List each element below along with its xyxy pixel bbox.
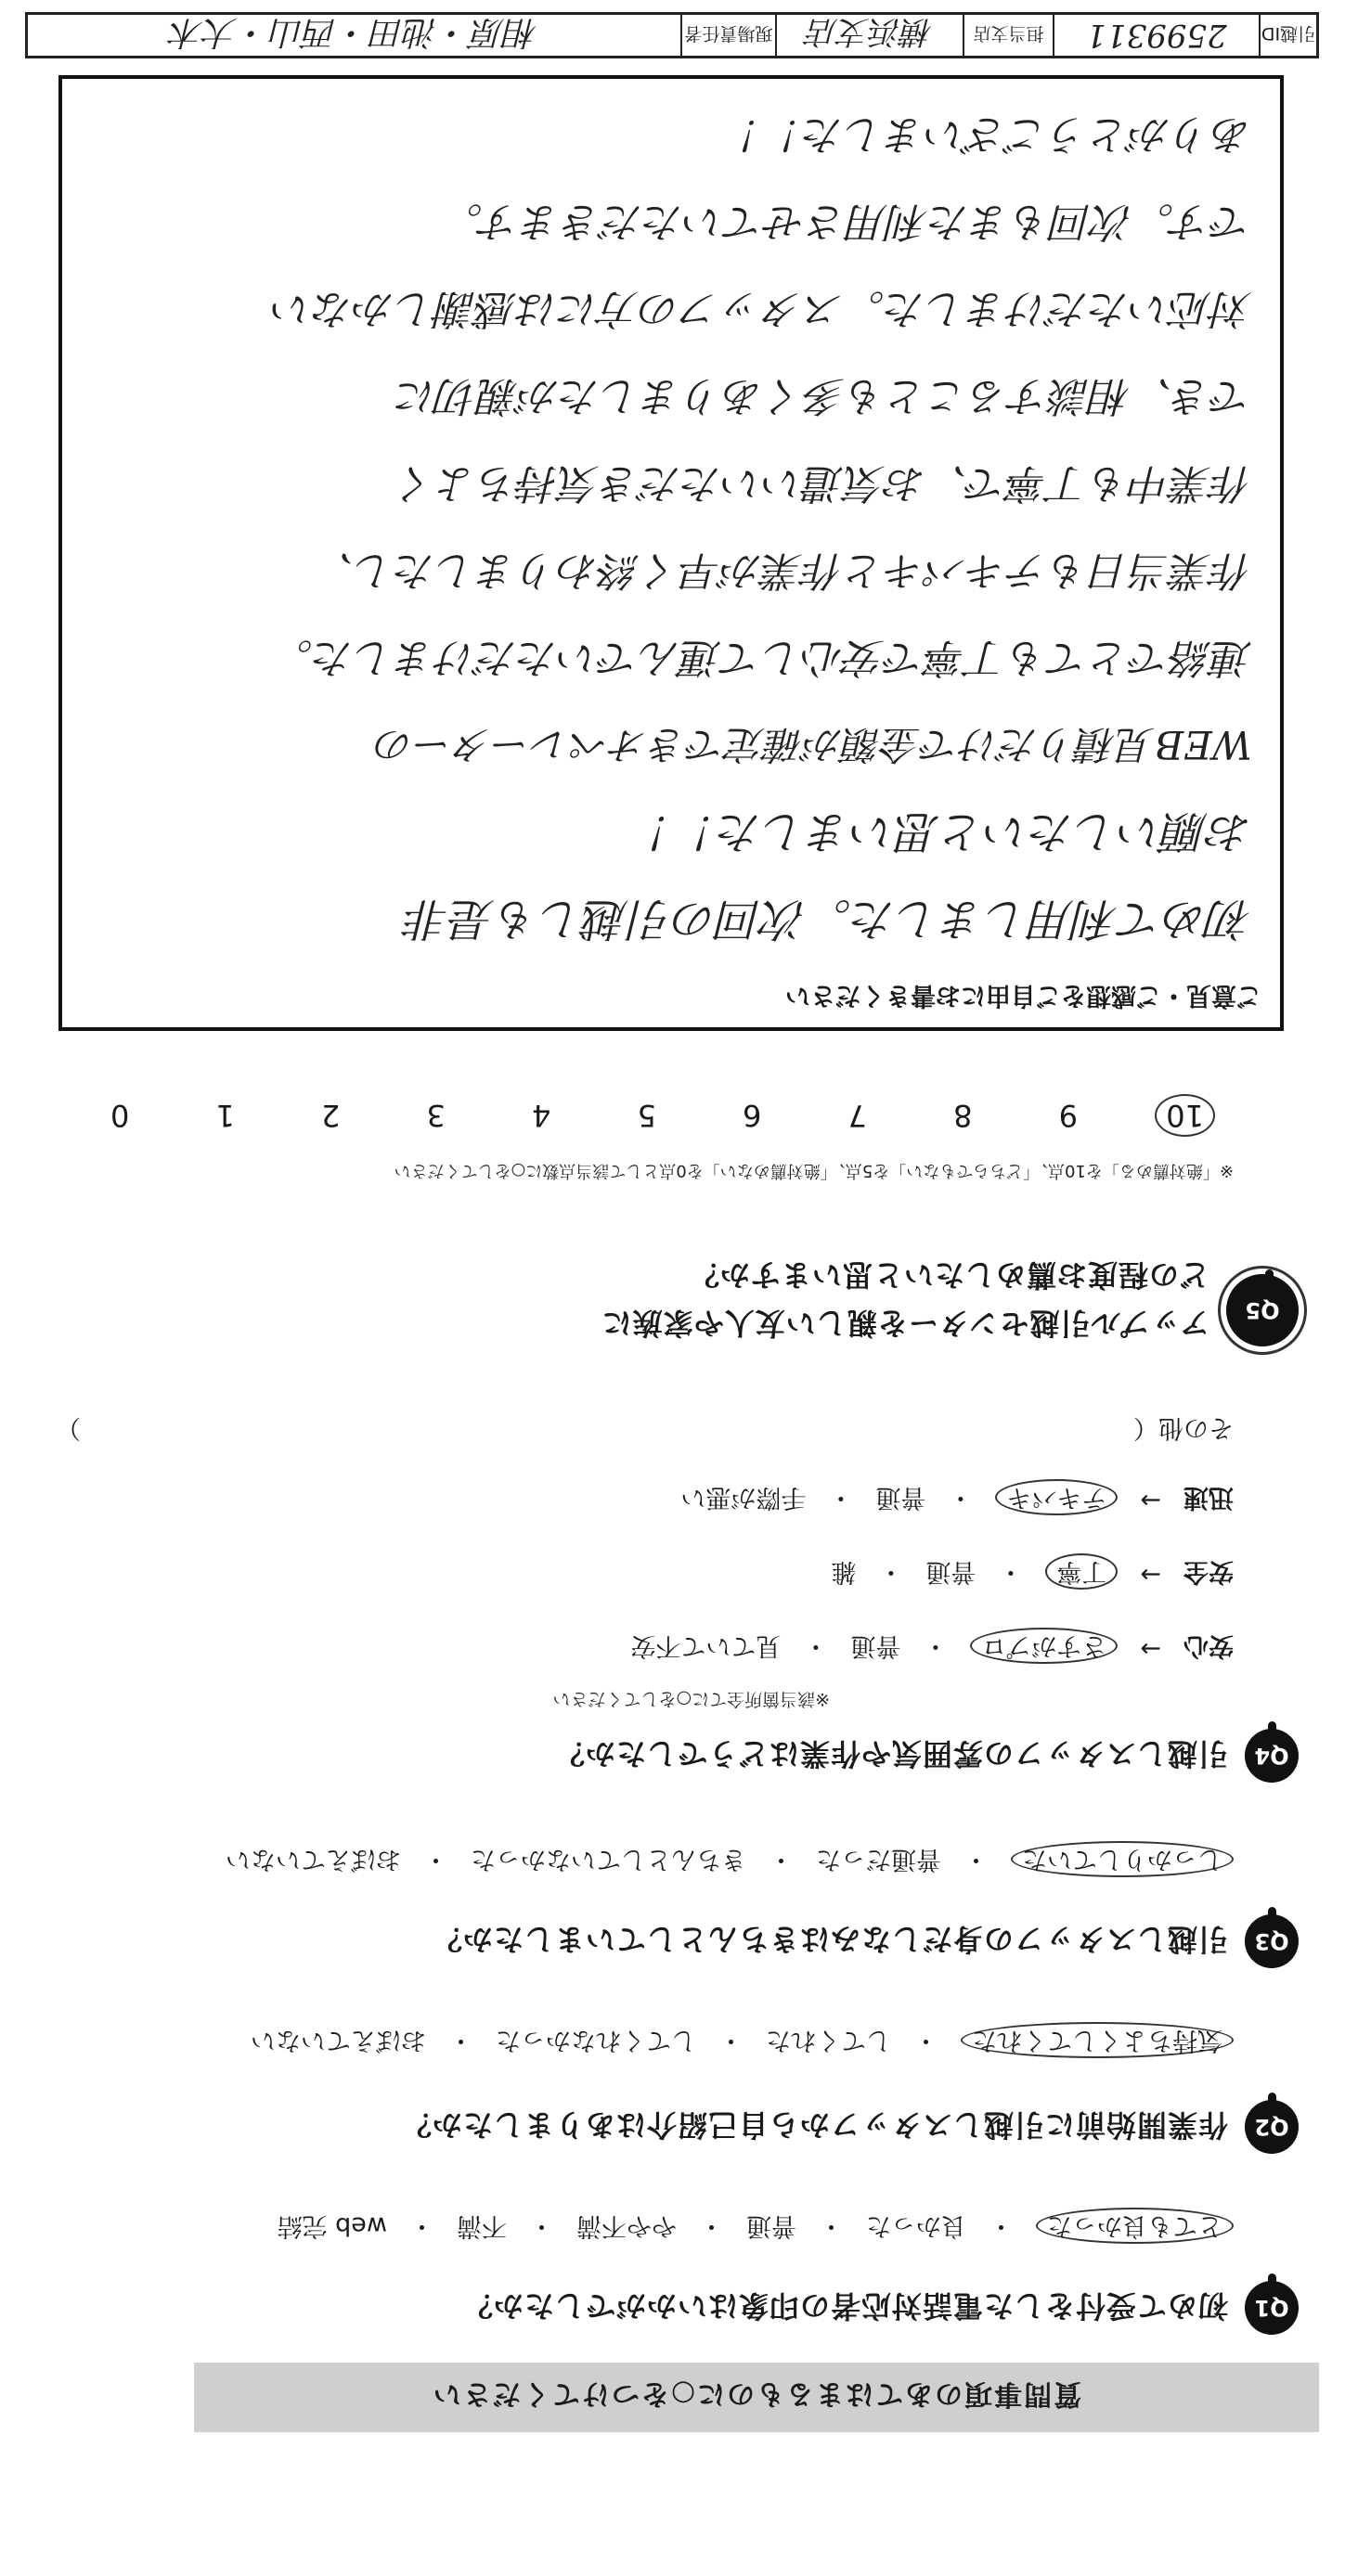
scale-0[interactable]: 0 <box>110 1098 130 1133</box>
comment-line: 作業当日もテキパキと作業が早く終わりましたし、 <box>313 547 1252 594</box>
comment-line: です。次回もまた利用させていただきます。 <box>442 198 1252 245</box>
q4-anshin-option-2[interactable]: 見ていて不安 <box>630 1631 782 1660</box>
scale-8[interactable]: 8 <box>953 1098 973 1133</box>
footer-branch-label: 担当支店 <box>963 15 1053 56</box>
q4-jinsoku-option-2[interactable]: 手際が悪い <box>680 1483 807 1512</box>
q2-option-2[interactable]: してくれなかった <box>496 2026 696 2054</box>
q2-option-1[interactable]: してくれた <box>766 2026 891 2054</box>
q5-question-line2: どの程度お薦めしたいと思いますか？ <box>688 1257 1209 1293</box>
q3-row <box>195 1914 1299 1968</box>
scale-7[interactable]: 7 <box>847 1098 867 1133</box>
scale-6[interactable]: 6 <box>743 1098 762 1133</box>
scale-1[interactable]: 1 <box>215 1098 235 1133</box>
footer-id-label: 引越ID <box>1259 15 1316 56</box>
q1-option-2[interactable]: 普通 <box>746 2211 796 2240</box>
q3-option-3[interactable]: おぼえていない <box>226 1845 401 1874</box>
q2-option-label: 気持ちよくしてくれた <box>961 2022 1234 2058</box>
scale-10[interactable] <box>1155 1098 1215 1133</box>
q2-option-0[interactable] <box>961 2025 1234 2061</box>
q3-question: 引越しスタッフの身だしなみはきちんとしていましたか？ <box>431 1922 1228 1957</box>
comment-heading: ご意見・ご感想をご自由にお書きください <box>785 981 1261 1010</box>
q4-row-anzen: 安全 → 丁寧 ・ 普通 ・ 雑 <box>195 1556 1234 1592</box>
q4-row-label: 迅速 <box>1183 1483 1234 1512</box>
comment-line: 作業中も丁寧で、お気遣いいただき気持ちよく <box>394 459 1252 507</box>
q4-note: ※該当箇所全てに○をしてください <box>552 1689 830 1709</box>
q4-other-label: その他（ <box>1133 1413 1234 1442</box>
q4-badge-label: Q4 <box>1254 1743 1289 1769</box>
q4-anzen-option-2[interactable]: 雑 <box>831 1557 857 1586</box>
q4-other <box>56 1412 1234 1449</box>
q5-scale <box>101 1098 1215 1133</box>
q5-badge[interactable] <box>1226 1274 1299 1346</box>
q5-note: ※「絶対薦める」を10点、「どちらでもない」を5点、「絶対薦めない」を0点として該当点数に○をしてください <box>394 1161 1234 1180</box>
instruction-bar <box>194 2363 1319 2432</box>
q1-question: 初めて受付をした電話対応者の印象はいかがでしたか？ <box>461 2288 1228 2324</box>
q4-row <box>195 1729 1299 1783</box>
q4-jinsoku-option-1[interactable]: 普通 <box>875 1483 926 1512</box>
q3-option-1[interactable]: 普通だった <box>816 1845 941 1874</box>
q4-row-label: 安心 <box>1183 1631 1234 1660</box>
comment-line: ありがとうございました！！ <box>721 110 1252 158</box>
q4-option-label: 丁寧 <box>1045 1553 1118 1590</box>
scale-9[interactable]: 9 <box>1058 1098 1078 1133</box>
footer-branch-value[interactable]: 横浜支店 <box>775 15 963 56</box>
q1-badge <box>1245 2281 1299 2335</box>
q4-anzen-option-0[interactable] <box>1045 1556 1118 1592</box>
q2-badge <box>1245 2100 1299 2154</box>
arrow-right-icon: → <box>1140 1560 1161 1589</box>
q2-question: 作業開始前に引越しスタッフから自己紹介はありましたか？ <box>400 2107 1228 2143</box>
q4-row-label: 安全 <box>1183 1557 1234 1586</box>
q1-option-3[interactable]: やや不満 <box>576 2211 677 2240</box>
q4-anshin-option-1[interactable]: 普通 <box>850 1631 901 1660</box>
q3-option-2[interactable]: きちんとしていなかった <box>471 1845 746 1874</box>
q3-option-0[interactable] <box>1011 1844 1234 1880</box>
comment-line: お願いしたいと思いました！！ <box>627 805 1252 857</box>
q1-row <box>195 2281 1299 2335</box>
q1-option-5[interactable]: web 完結 <box>277 2211 387 2240</box>
q4-other-close: ） <box>56 1413 81 1442</box>
arrow-right-icon: → <box>1140 1486 1161 1514</box>
q4-question: 引越しスタッフの雰囲気や作業はどうでしたか？ <box>553 1736 1228 1771</box>
q3-option-label: しっかりしていた <box>1011 1841 1234 1877</box>
q4-anshin-option-0[interactable] <box>970 1630 1118 1667</box>
scale-4[interactable]: 4 <box>532 1098 551 1133</box>
q2-options: 気持ちよくしてくれた ・ してくれた ・ してくれなかった ・ おぼえていない <box>195 2025 1234 2061</box>
comment-box[interactable] <box>58 75 1284 1031</box>
scale-3[interactable]: 3 <box>426 1098 446 1133</box>
q4-badge <box>1245 1729 1299 1783</box>
q5-question-line1: アップル引越センターを親しい友人や家族に <box>601 1306 1209 1341</box>
scale-label: 10 <box>1155 1094 1215 1137</box>
arrow-right-icon: → <box>1140 1634 1161 1663</box>
comment-text <box>90 90 1252 962</box>
q1-badge-label: Q1 <box>1254 2295 1289 2321</box>
q4-anzen-option-1[interactable]: 普通 <box>925 1557 976 1586</box>
q4-option-label: テキパキ <box>995 1479 1118 1515</box>
comment-line: WEB見積りだけで金額が確定できオペレーターの <box>375 722 1252 767</box>
footer-id-value[interactable]: 2599311 <box>1053 15 1259 56</box>
q4-row-anshin: 安心 → さすがプロ ・ 普通 ・ 見ていて不安 <box>195 1630 1234 1667</box>
q2-row <box>195 2100 1299 2154</box>
q5-row <box>195 1256 1299 1346</box>
q3-badge <box>1245 1914 1299 1968</box>
comment-line: 連絡でとても丁寧で安心して運んでいただけました。 <box>272 634 1252 681</box>
q1-option-0[interactable] <box>1036 2210 1234 2247</box>
q1-options: とても良かった ・ 良かった ・ 普通 ・ やや不満 ・ 不満 ・ web 完結 <box>195 2210 1234 2247</box>
scale-2[interactable]: 2 <box>320 1098 341 1133</box>
q3-badge-label: Q3 <box>1254 1928 1289 1954</box>
q4-jinsoku-option-0[interactable] <box>995 1482 1118 1518</box>
q1-option-label: とても良かった <box>1036 2208 1234 2244</box>
instruction-text: 質問事項のあてはまるものに○をつけてください <box>431 2377 1082 2411</box>
q4-option-label: さすがプロ <box>970 1628 1118 1664</box>
footer-leader-label: 現場責任者 <box>680 15 775 56</box>
q3-options: しっかりしていた ・ 普通だった ・ きちんとしていなかった ・ おぼえていない <box>195 1844 1234 1880</box>
comment-line: 対応いただけました。スタッフの方には感謝しかない <box>272 285 1252 332</box>
comment-line: 初めて利用しました。次回の引越しも是非 <box>405 893 1252 945</box>
q2-badge-label: Q2 <box>1254 2114 1289 2140</box>
scale-5[interactable]: 5 <box>637 1098 656 1133</box>
q1-option-4[interactable]: 不満 <box>457 2211 507 2240</box>
q1-option-1[interactable]: 良かった <box>866 2211 966 2240</box>
q4-row-jinsoku: 迅速 → テキパキ ・ 普通 ・ 手際が悪い <box>195 1482 1234 1518</box>
q2-option-3[interactable]: おぼえていない <box>251 2026 426 2054</box>
comment-line: でき、相談することも多くありましたが親切に <box>395 372 1252 419</box>
q5-badge-label: Q5 <box>1245 1297 1280 1323</box>
footer-table <box>25 12 1319 58</box>
footer-staff-value[interactable]: 相原・池田・西山・大木 <box>170 13 538 52</box>
